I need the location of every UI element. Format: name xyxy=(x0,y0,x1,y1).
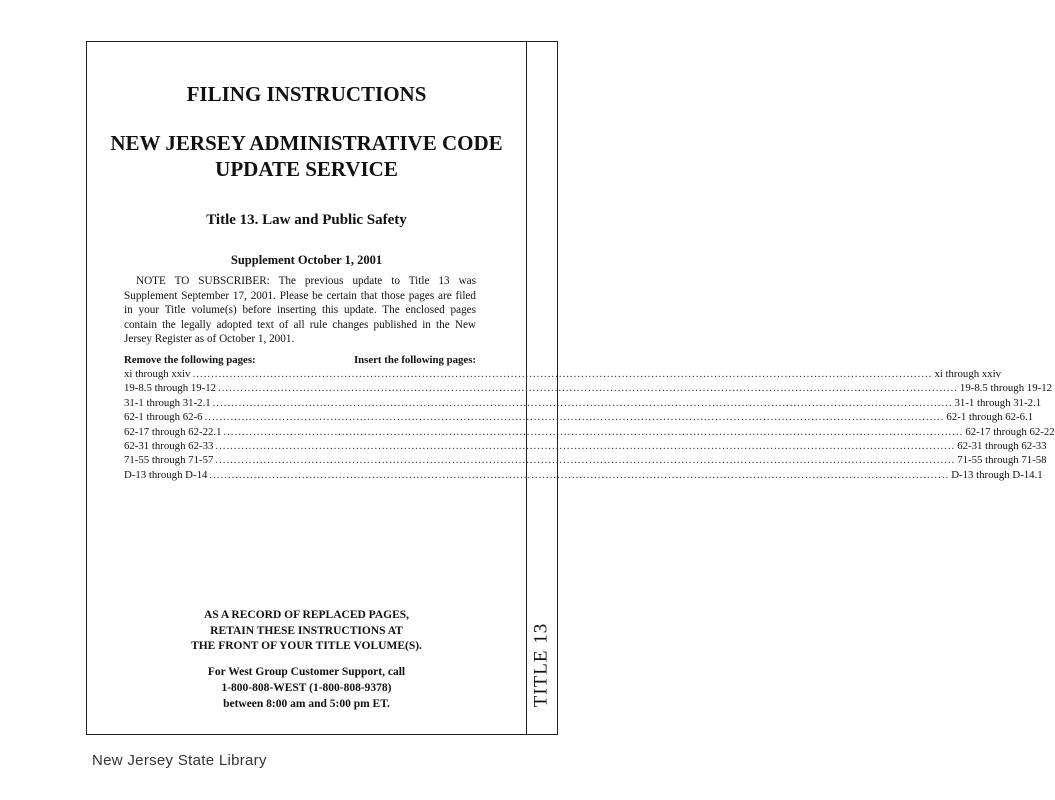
remove-header: Remove the following pages: xyxy=(124,354,256,366)
insert-pages: 31-1 through 31-2.1 xyxy=(954,396,1042,409)
table-row xyxy=(124,382,1052,396)
insert-pages: 19-8.5 through 19-12 xyxy=(959,382,1052,395)
table-row xyxy=(124,396,1042,411)
leader-dots: ........................................................................................................................................................................................................ xyxy=(204,411,945,424)
insert-pages: D-13 through D-14.1 xyxy=(951,468,1043,481)
record-line3: THE FRONT OF YOUR TITLE VOLUME(S). xyxy=(191,640,422,652)
insert-pages: xi through xxiv xyxy=(934,368,1002,380)
library-stamp: New Jersey State Library xyxy=(92,752,267,769)
title-section: Title 13. Law and Public Safety xyxy=(206,212,407,228)
pages-table-body xyxy=(124,368,1055,483)
remove-pages: 62-1 through 62-6 xyxy=(124,411,203,424)
record-line2: RETAIN THESE INSTRUCTIONS AT xyxy=(210,624,403,637)
record-notice xyxy=(86,608,527,655)
insert-pages: 71-55 through 71-58 xyxy=(957,454,1047,467)
record-line1: AS A RECORD OF REPLACED PAGES, xyxy=(203,609,410,621)
insert-pages: 62-1 through 62-6.1 xyxy=(946,411,1034,424)
subscriber-note xyxy=(124,274,476,347)
supplement-date: Supplement October 1, 2001 xyxy=(230,253,383,267)
leader-dots: ........................................................................................................................................................................................................ xyxy=(209,468,950,481)
remove-pages: 62-17 through 62-22.1 xyxy=(124,425,222,438)
title-tab-label: TITLE 13 xyxy=(530,622,552,708)
support-line3: between 8:00 am and 5:00 pm ET. xyxy=(223,698,390,710)
table-row xyxy=(124,468,1043,483)
code-title-line2: UPDATE SERVICE xyxy=(215,157,398,181)
remove-pages: 19-8.5 through 19-12 xyxy=(124,382,217,395)
customer-support xyxy=(86,664,527,712)
table-row xyxy=(124,368,1002,382)
code-title xyxy=(86,130,527,182)
remove-pages: D-13 through D-14 xyxy=(124,468,208,481)
title-tab-label-box xyxy=(528,615,554,715)
table-row xyxy=(124,425,1055,440)
pages-table-header xyxy=(124,354,476,368)
leader-dots: ........................................................................................................................................................................................................ xyxy=(223,425,964,438)
leader-dots: ........................................................................................................................................................................................................ xyxy=(192,368,933,380)
remove-pages: xi through xxiv xyxy=(124,368,191,380)
insert-pages: 62-17 through 62-22 xyxy=(965,425,1055,438)
support-line2: 1-800-808-WEST (1-800-808-9378) xyxy=(221,682,392,694)
leader-dots: ........................................................................................................................................................................................................ xyxy=(215,454,956,467)
page-title: FILING INSTRUCTIONS xyxy=(186,82,427,106)
insert-header: Insert the following pages: xyxy=(353,354,476,366)
remove-pages: 71-55 through 71-57 xyxy=(124,454,214,467)
remove-pages: 62-31 through 62-33 xyxy=(124,439,214,452)
code-title-line1: NEW JERSEY ADMINISTRATIVE CODE xyxy=(110,131,503,155)
leader-dots: ........................................................................................................................................................................................................ xyxy=(212,396,953,409)
table-row xyxy=(124,411,1034,425)
remove-pages: 31-1 through 31-2.1 xyxy=(124,396,211,409)
leader-dots: ........................................................................................................................................................................................................ xyxy=(218,382,958,395)
support-line1: For West Group Customer Support, call xyxy=(207,666,406,678)
table-row xyxy=(124,454,1047,468)
leader-dots: ........................................................................................................................................................................................................ xyxy=(215,439,956,452)
pages-table xyxy=(124,354,1055,483)
subscriber-note-text: NOTE TO SUBSCRIBER: The previous update to Title 13 was Supplement September 17, 2001. Please be certain that those pages are filed in your Title volume(s) before inserting this update. The enclosed pages contain the legally adopted text of all rule changes published in the New Jersey Register as of October 1, 2001. xyxy=(124,275,476,346)
table-row xyxy=(124,439,1047,454)
insert-pages: 62-31 through 62-33 xyxy=(957,439,1047,452)
